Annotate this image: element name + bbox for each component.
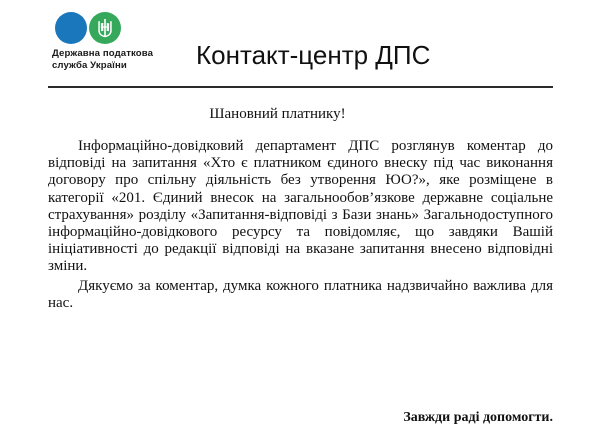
dps-logo bbox=[52, 12, 187, 72]
document-header bbox=[0, 0, 600, 86]
logo-circles bbox=[55, 12, 187, 44]
logo-blue-circle-icon bbox=[55, 12, 87, 44]
header-divider bbox=[48, 86, 553, 88]
logo-text-line2: служба України bbox=[52, 60, 127, 71]
document-body bbox=[48, 104, 553, 314]
body-paragraph: Дякуємо за коментар, думка кожного платника надзвичайно важлива для нас. bbox=[48, 277, 553, 311]
page-title: Контакт-центр ДПС bbox=[196, 40, 431, 70]
body-paragraph: Інформаційно-довідковий департамент ДПС розглянув коментар до відповіді на запитання «Хто є платником єдиного внеску під час виконання договору про спільну діяльність без утворення ЮО?», яке розміщене в категорії «201. Єдиний внесок на загальнообов’язкове державне соціальне страхування» розділу «Запитання-відповіді з Бази знань» Загальнодоступного інформаційно-довідкового ресурсу та повідомляє, що завдяки Вашій ініціативності до редакції відповіді на вказане запитання внесено відповідні зміни. bbox=[48, 138, 553, 275]
salutation: Шановний платнику! bbox=[209, 106, 346, 122]
logo-text bbox=[52, 48, 187, 72]
logo-text-line1: Державна податкова bbox=[52, 48, 154, 59]
signature-line: Завжди раді допомогти. bbox=[403, 410, 553, 425]
ukraine-trident-icon bbox=[89, 12, 121, 44]
